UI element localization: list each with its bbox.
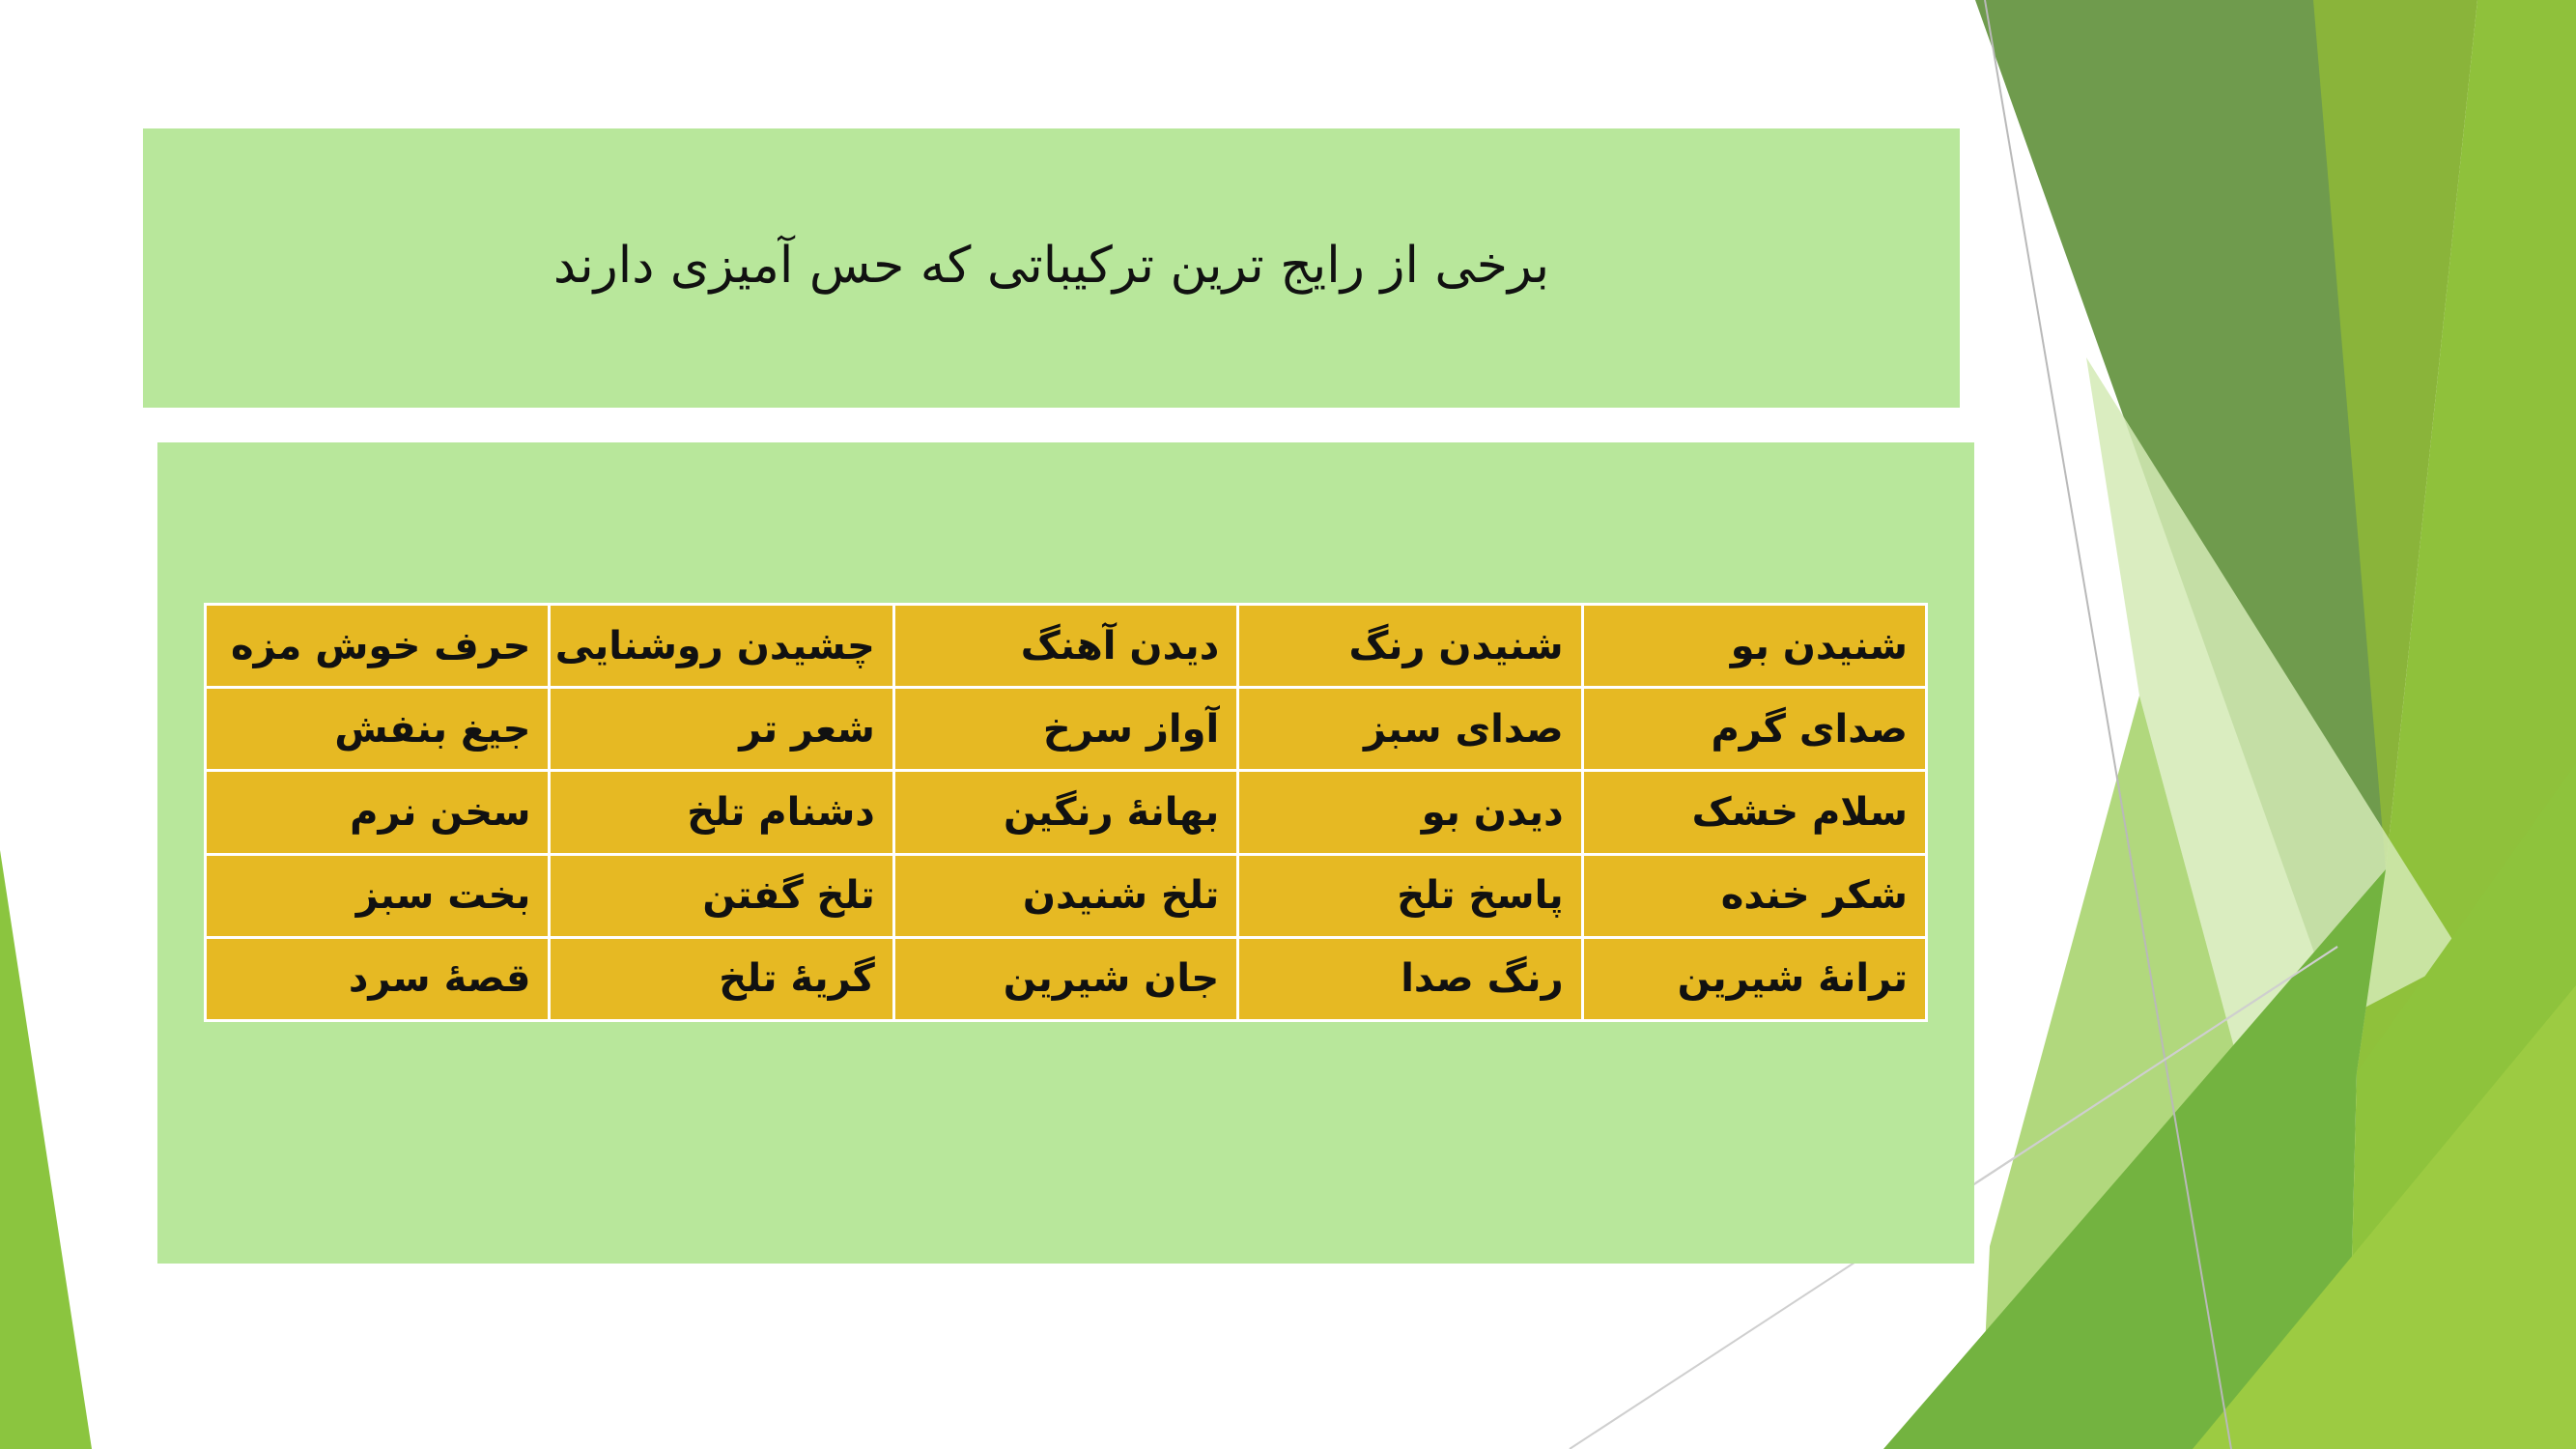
table-cell: سخن نرم: [206, 771, 550, 854]
table-cell: تلخ گفتن: [550, 854, 893, 937]
table-cell: حرف خوش مزه: [206, 605, 550, 688]
slide-title: برخی از رایج ترین ترکیباتی که حس آمیزی دارند: [552, 236, 1550, 295]
table-cell: چشیدن روشنایی: [550, 605, 893, 688]
table-cell: جان شیرین: [893, 937, 1237, 1020]
table-cell: دیدن آهنگ: [893, 605, 1237, 688]
table-cell: سلام خشک: [1582, 771, 1926, 854]
table-cell: آواز سرخ: [893, 688, 1237, 771]
table-cell: شنیدن بو: [1582, 605, 1926, 688]
title-panel: [143, 128, 1960, 408]
table-cell: بهانۀ رنگین: [893, 771, 1237, 854]
table-cell: صدای گرم: [1582, 688, 1926, 771]
table-cell: قصۀ سرد: [206, 937, 550, 1020]
table-cell: بخت سبز: [206, 854, 550, 937]
table-cell: رنگ صدا: [1238, 937, 1582, 1020]
content-panel: [157, 442, 1974, 1264]
table-cell: شعر تر: [550, 688, 893, 771]
table-cell: پاسخ تلخ: [1238, 854, 1582, 937]
left-green-shape: [0, 850, 92, 1449]
table-cell: گریۀ تلخ: [550, 937, 893, 1020]
table-row: [206, 688, 1927, 771]
table-cell: ترانۀ شیرین: [1582, 937, 1926, 1020]
synesthesia-table: [204, 603, 1928, 1022]
table-row: [206, 854, 1927, 937]
table-cell: تلخ شنیدن: [893, 854, 1237, 937]
table-cell: صدای سبز: [1238, 688, 1582, 771]
table-row: [206, 771, 1927, 854]
table-cell: جیغ بنفش: [206, 688, 550, 771]
table-cell: شکر خنده: [1582, 854, 1926, 937]
table-cell: دشنام تلخ: [550, 771, 893, 854]
table-row: [206, 937, 1927, 1020]
table-cell: دیدن بو: [1238, 771, 1582, 854]
table-row: [206, 605, 1927, 688]
table-cell: شنیدن رنگ: [1238, 605, 1582, 688]
